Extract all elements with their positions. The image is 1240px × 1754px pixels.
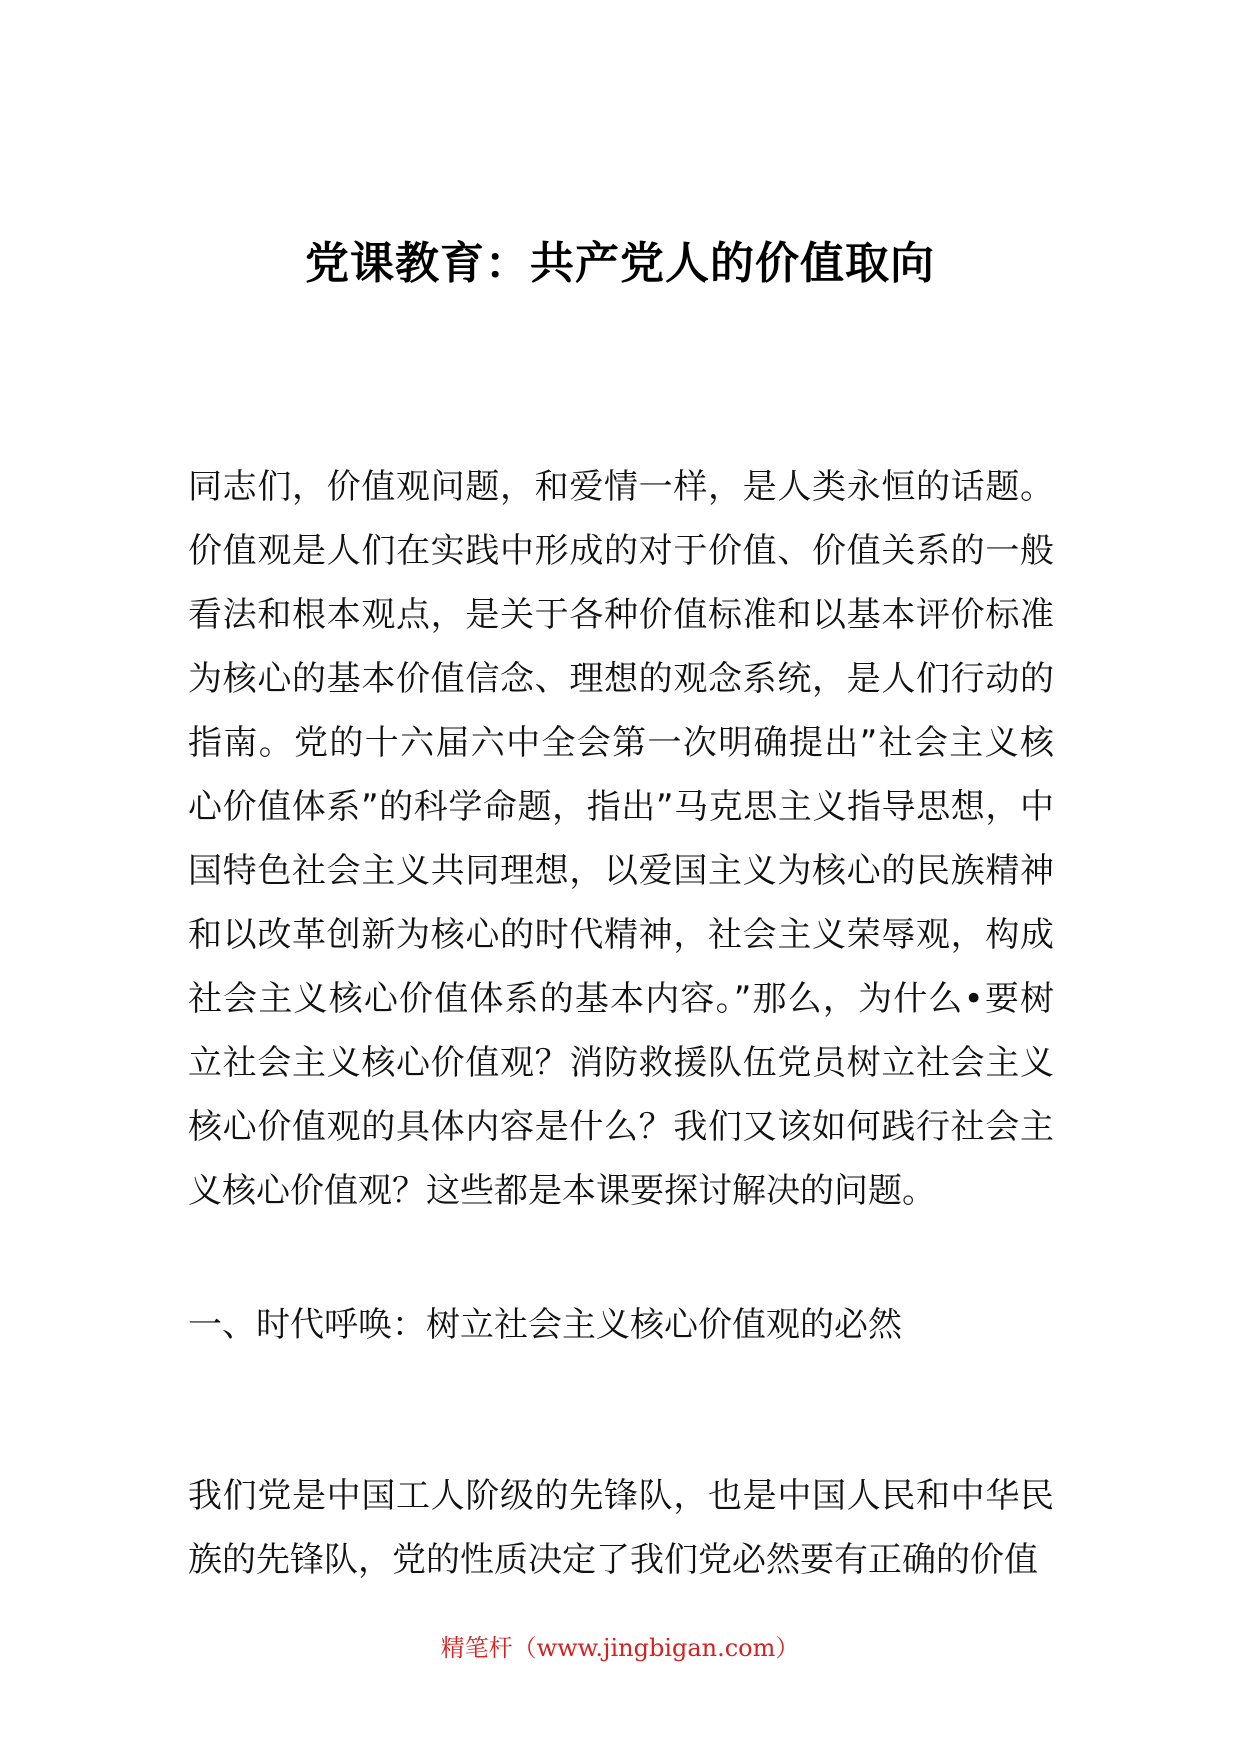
body-paragraph-second: 我们党是中国工人阶级的先锋队，也是中国人民和中华民族的先锋队，党的性质决定了我们党必然要有正确的价值 xyxy=(188,1476,1054,1580)
footer-watermark: 精笔杆（www.jingbigan.com） xyxy=(440,1634,800,1662)
document-title: 党课教育：共产党人的价值取向 xyxy=(305,238,935,290)
body-paragraph-intro: 同志们，价值观问题，和爱情一样，是人类永恒的话题。价值观是人们在实践中形成的对于价值、价值关系的一般看法和根本观点，是关于各种价值标准和以基本评价标准为核心的基本价值信念、理想的观念系统，是人们行动的指南。党的十六届六中全会第一次明确提出”社会主义核心价值体系”的科学命题，指出”马克思主义指导思想，中国特色社会主义共同理想，以爱国主义为核心的民族精神和以改革创新为核心的时代精神，社会主义荣辱观，构成社会主义核心价值体系的基本内容。”那么，为什么•要树立社会主义核心价值观？消防救援队伍党员树立社会主义核心价值观的具体内容是什么？我们又该如何践行社会主义核心价值观？这些都是本课要探讨解决的问题。 xyxy=(188,467,1054,1211)
section-heading: 一、时代呼唤：树立社会主义核心价值观的必然 xyxy=(188,1305,902,1345)
